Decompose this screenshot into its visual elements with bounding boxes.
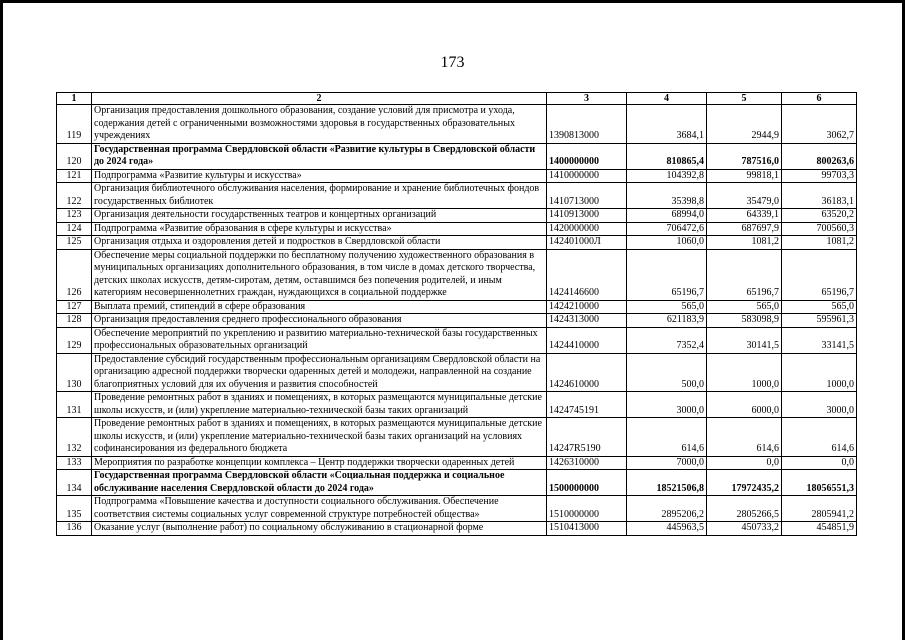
row-code: 1410913000 [547, 209, 627, 223]
row-value-col6: 0,0 [782, 456, 857, 470]
row-value-col6: 700560,3 [782, 222, 857, 236]
table-row [57, 327, 857, 353]
row-value-col5: 0,0 [707, 456, 782, 470]
row-value-col6: 63520,2 [782, 209, 857, 223]
row-number: 133 [57, 456, 92, 470]
row-name: Обеспечение мероприятий по укреплению и развитию материально-технической базы государственных профессиональных образовательных организаций [92, 327, 547, 353]
row-value-col6: 33141,5 [782, 327, 857, 353]
row-value-col5: 583098,9 [707, 314, 782, 328]
row-number: 119 [57, 105, 92, 144]
row-value-col5: 687697,9 [707, 222, 782, 236]
table-row [57, 209, 857, 223]
row-value-col6: 614,6 [782, 418, 857, 457]
row-value-col4: 706472,6 [627, 222, 707, 236]
row-value-col5: 30141,5 [707, 327, 782, 353]
row-value-col6: 595961,3 [782, 314, 857, 328]
row-number: 127 [57, 300, 92, 314]
row-value-col4: 35398,8 [627, 183, 707, 209]
row-code: 1420000000 [547, 222, 627, 236]
header-cell-col5: 5 [707, 93, 782, 105]
row-number: 121 [57, 169, 92, 183]
table-row [57, 522, 857, 536]
row-name: Подпрограмма «Развитие образования в сфере культуры и искусства» [92, 222, 547, 236]
row-number: 129 [57, 327, 92, 353]
row-number: 125 [57, 236, 92, 250]
row-value-col5: 64339,1 [707, 209, 782, 223]
row-code: 1390813000 [547, 105, 627, 144]
row-value-col5: 6000,0 [707, 392, 782, 418]
row-name: Государственная программа Свердловской области «Социальная поддержка и социальное обслуживание населения Свердловской области до 2024 года» [92, 470, 547, 496]
row-name: Оказание услуг (выполнение работ) по социальному обслуживанию в стационарной форме [92, 522, 547, 536]
table-row [57, 300, 857, 314]
row-code: 1426310000 [547, 456, 627, 470]
row-name: Государственная программа Свердловской области «Развитие культуры в Свердловской области до 2024 года» [92, 143, 547, 169]
row-code: 142401000Л [547, 236, 627, 250]
row-number: 134 [57, 470, 92, 496]
budget-table [56, 92, 857, 536]
row-name: Обеспечение меры социальной поддержки по бесплатному получению художественного образования в муниципальных организациях дополнительного образования, в том числе в домах детского творчества, детских школах искусств, детям-сиротам, детям, оставшимся без попечения родителей, и иным категориям несовершеннолетних граждан, нуждающихся в социальной поддержке [92, 249, 547, 300]
table-row [57, 236, 857, 250]
table-row [57, 456, 857, 470]
table-row [57, 105, 857, 144]
scan-border-left [0, 0, 3, 640]
row-value-col4: 2895206,2 [627, 496, 707, 522]
row-value-col5: 65196,7 [707, 249, 782, 300]
row-value-col4: 3684,1 [627, 105, 707, 144]
row-name: Подпрограмма «Повышение качества и доступности социального обслуживания. Обеспечение соответствия системы социальных услуг современной структуре потребностей общества» [92, 496, 547, 522]
row-value-col5: 787516,0 [707, 143, 782, 169]
row-number: 130 [57, 353, 92, 392]
row-value-col6: 3000,0 [782, 392, 857, 418]
row-value-col6: 99703,3 [782, 169, 857, 183]
row-name: Подпрограмма «Развитие культуры и искусства» [92, 169, 547, 183]
row-code: 1424210000 [547, 300, 627, 314]
row-name: Организация деятельности государственных театров и концертных организаций [92, 209, 547, 223]
row-value-col4: 614,6 [627, 418, 707, 457]
table-row [57, 143, 857, 169]
row-code: 1510413000 [547, 522, 627, 536]
row-value-col5: 1081,2 [707, 236, 782, 250]
row-code: 1424410000 [547, 327, 627, 353]
row-value-col5: 2805266,5 [707, 496, 782, 522]
row-value-col5: 1000,0 [707, 353, 782, 392]
row-value-col6: 3062,7 [782, 105, 857, 144]
row-value-col4: 445963,5 [627, 522, 707, 536]
row-value-col5: 99818,1 [707, 169, 782, 183]
row-code: 1424146600 [547, 249, 627, 300]
row-value-col5: 450733,2 [707, 522, 782, 536]
header-cell-code: 3 [547, 93, 627, 105]
row-name: Проведение ремонтных работ в зданиях и помещениях, в которых размещаются муниципальные детские школы искусств, и (или) укрепление материально-технической базы таких организаций [92, 392, 547, 418]
row-value-col4: 565,0 [627, 300, 707, 314]
row-value-col6: 36183,1 [782, 183, 857, 209]
row-code: 1424313000 [547, 314, 627, 328]
row-value-col4: 7352,4 [627, 327, 707, 353]
row-number: 132 [57, 418, 92, 457]
row-number: 136 [57, 522, 92, 536]
table-row [57, 314, 857, 328]
table-row [57, 169, 857, 183]
row-value-col4: 621183,9 [627, 314, 707, 328]
row-value-col6: 565,0 [782, 300, 857, 314]
table-row [57, 496, 857, 522]
row-value-col4: 68994,0 [627, 209, 707, 223]
row-value-col5: 2944,9 [707, 105, 782, 144]
row-value-col6: 65196,7 [782, 249, 857, 300]
row-number: 128 [57, 314, 92, 328]
table-row [57, 418, 857, 457]
scan-border-top [0, 0, 905, 3]
row-name: Организация библиотечного обслуживания населения, формирование и хранение библиотечных фондов государственных библиотек [92, 183, 547, 209]
row-number: 123 [57, 209, 92, 223]
row-number: 122 [57, 183, 92, 209]
header-cell-col6: 6 [782, 93, 857, 105]
table-row [57, 353, 857, 392]
row-code: 14247R5190 [547, 418, 627, 457]
row-number: 124 [57, 222, 92, 236]
table-row [57, 249, 857, 300]
row-name: Предоставление субсидий государственным профессиональным организациям Свердловской области на организацию адресной поддержки творчески одаренных детей и молодежи, направленной на создание благоприятных условий для их обучения и развития способностей [92, 353, 547, 392]
row-code: 1510000000 [547, 496, 627, 522]
row-number: 126 [57, 249, 92, 300]
row-code: 1424745191 [547, 392, 627, 418]
row-name: Организация предоставления дошкольного образования, создание условий для присмотра и ухода, содержания детей с ограниченными возможностями здоровья в государственных образовательных учреждениях [92, 105, 547, 144]
row-value-col4: 7000,0 [627, 456, 707, 470]
row-value-col6: 1081,2 [782, 236, 857, 250]
header-cell-num: 1 [57, 93, 92, 105]
row-name: Организация предоставления среднего профессионального образования [92, 314, 547, 328]
row-value-col5: 565,0 [707, 300, 782, 314]
row-value-col4: 3000,0 [627, 392, 707, 418]
row-value-col4: 65196,7 [627, 249, 707, 300]
row-value-col4: 810865,4 [627, 143, 707, 169]
header-row [57, 93, 857, 105]
row-code: 1410000000 [547, 169, 627, 183]
row-code: 1410713000 [547, 183, 627, 209]
row-number: 131 [57, 392, 92, 418]
table-row [57, 222, 857, 236]
table-body [57, 105, 857, 536]
row-value-col6: 18056551,3 [782, 470, 857, 496]
row-value-col4: 1060,0 [627, 236, 707, 250]
row-value-col6: 2805941,2 [782, 496, 857, 522]
row-value-col4: 500,0 [627, 353, 707, 392]
row-name: Мероприятия по разработке концепции комплекса – Центр поддержки творчески одаренных детей [92, 456, 547, 470]
header-cell-col4: 4 [627, 93, 707, 105]
table-row [57, 392, 857, 418]
page-number: 173 [440, 54, 465, 71]
row-value-col5: 17972435,2 [707, 470, 782, 496]
row-code: 1400000000 [547, 143, 627, 169]
row-name: Проведение ремонтных работ в зданиях и помещениях, в которых размещаются муниципальные детские школы искусств, и (или) укрепление материально-технической базы таких организаций на условиях софинансирования из федерального бюджета [92, 418, 547, 457]
row-value-col5: 35479,0 [707, 183, 782, 209]
row-value-col6: 454851,9 [782, 522, 857, 536]
row-code: 1424610000 [547, 353, 627, 392]
row-value-col4: 18521506,8 [627, 470, 707, 496]
header-cell-name: 2 [92, 93, 547, 105]
row-name: Выплата премий, стипендий в сфере образования [92, 300, 547, 314]
row-value-col4: 104392,8 [627, 169, 707, 183]
table-row [57, 183, 857, 209]
row-value-col5: 614,6 [707, 418, 782, 457]
row-number: 135 [57, 496, 92, 522]
row-code: 1500000000 [547, 470, 627, 496]
row-name: Организация отдыха и оздоровления детей и подростков в Свердловской области [92, 236, 547, 250]
row-number: 120 [57, 143, 92, 169]
row-value-col6: 800263,6 [782, 143, 857, 169]
table-row [57, 470, 857, 496]
row-value-col6: 1000,0 [782, 353, 857, 392]
